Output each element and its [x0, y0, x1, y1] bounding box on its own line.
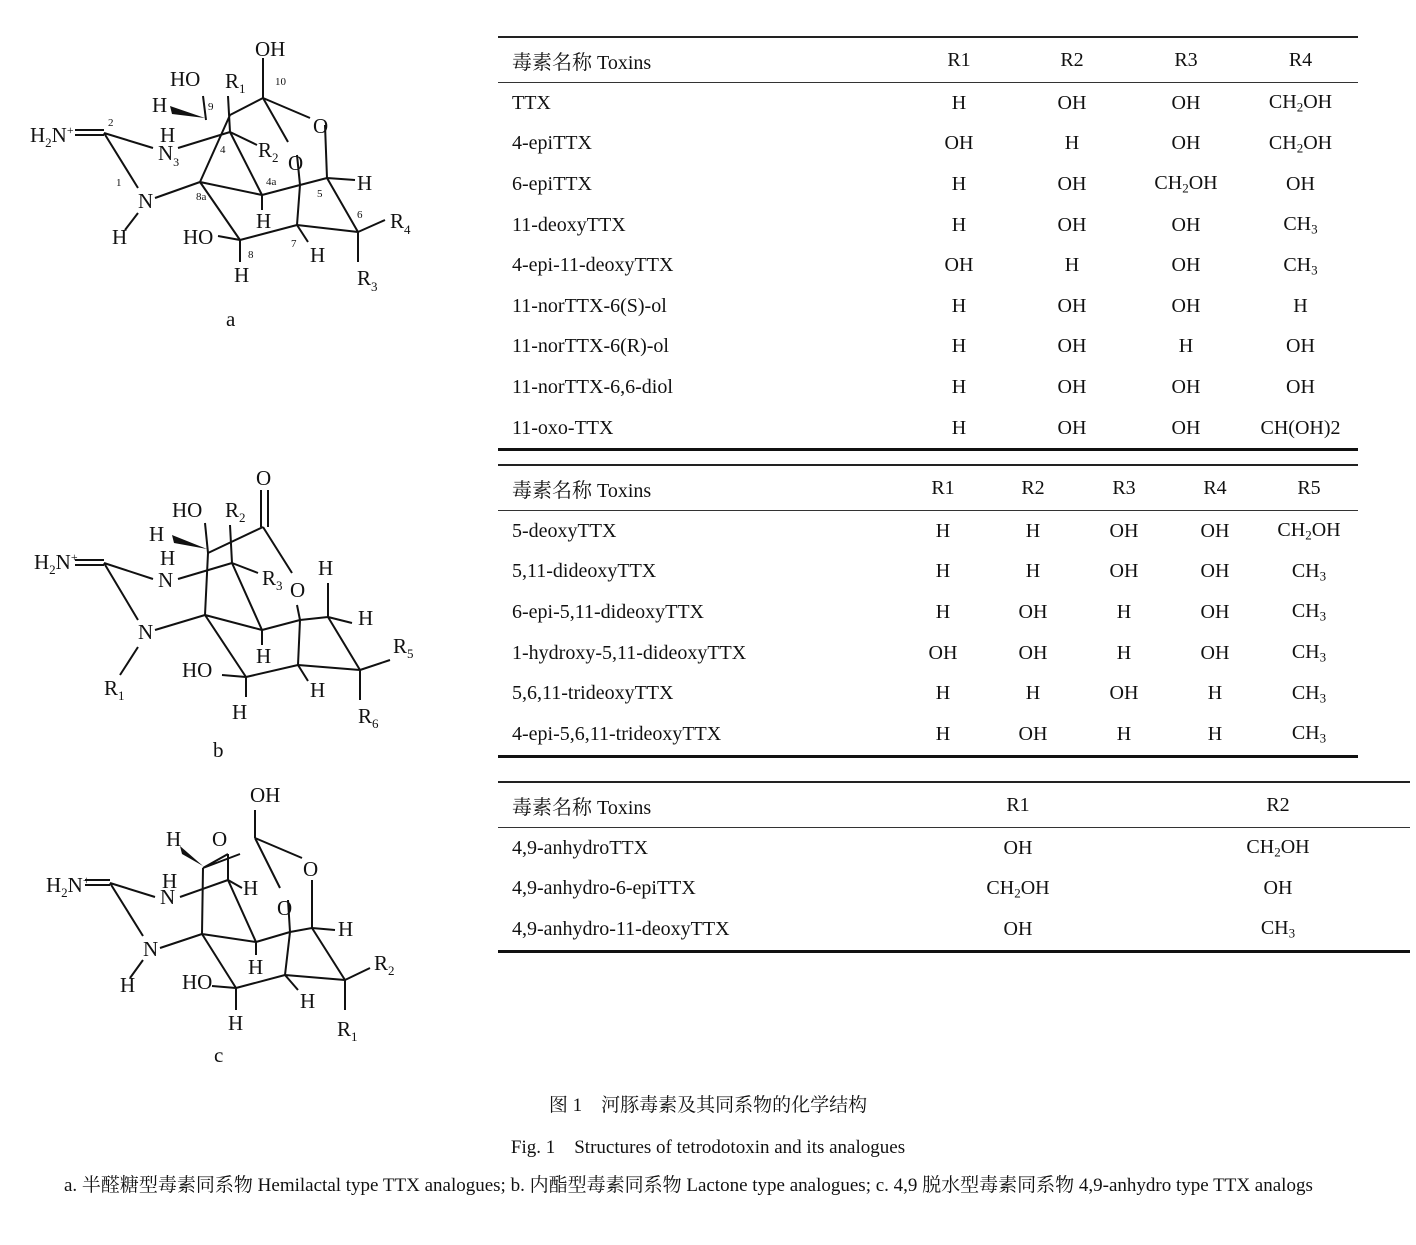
toxin-name: 1-hydroxy-5,11-dideoxyTTX: [512, 641, 747, 664]
substituent-r3: H: [1178, 335, 1194, 358]
svg-text:H: H: [149, 522, 165, 546]
svg-text:O: O: [256, 466, 272, 490]
svg-text:N: N: [160, 885, 176, 909]
table-row: [498, 245, 1358, 286]
substituent-r1: H: [935, 560, 951, 583]
substituent-r2: $CH_2OH$: [1246, 836, 1310, 860]
svg-text:H: H: [112, 225, 128, 249]
substituent-r4: OH: [1286, 375, 1315, 398]
substituent-r4: OH: [1286, 335, 1315, 358]
svg-text:H: H: [120, 973, 136, 997]
table-row: [498, 164, 1358, 205]
substituent-r2: OH: [1057, 172, 1087, 195]
svg-text:R1: $R_1$: [104, 676, 125, 703]
substituent-r5: $CH_3$: [1291, 559, 1327, 584]
substituent-r3: H: [1078, 714, 1170, 756]
svg-text:R2: $R_2$: [374, 951, 395, 978]
toxin-name: TTX: [512, 91, 551, 114]
substituent-r1: H: [951, 294, 967, 317]
svg-text:N: N: [138, 189, 154, 213]
svg-text:1: 1: [116, 177, 122, 189]
svg-text:N: N: [138, 620, 154, 644]
substituent-r1: OH: [890, 909, 1146, 951]
svg-text:R4: $R_4$: [390, 209, 411, 237]
header-r1: R1: [903, 37, 1015, 83]
substituent-r3: OH: [1171, 294, 1201, 317]
substituent-r4: $CH_3$: [1283, 212, 1318, 237]
table-row: [498, 124, 1358, 165]
structure-b-label: b: [213, 738, 224, 762]
svg-text:HO: HO: [172, 498, 203, 522]
svg-text:H2N+: $H_2N^+$: [46, 873, 90, 900]
svg-text:O: O: [277, 896, 293, 920]
svg-text:8: 8: [248, 249, 254, 261]
substituent-r4: OH: [1200, 641, 1230, 664]
table-row: [498, 673, 1358, 714]
substituent-r1: H: [935, 519, 951, 542]
svg-text:R2: $R_2$: [258, 138, 279, 165]
substituent-r3: $CH_2OH$: [1154, 172, 1218, 196]
substituent-r1: H: [935, 682, 951, 705]
substituent-r1: $CH_2OH$: [986, 876, 1050, 901]
toxin-name: 4,9-anhydro-6-epiTTX: [512, 877, 696, 900]
toxin-name: 4,9-anhydro-11-deoxyTTX: [498, 909, 890, 951]
substituent-r1: OH: [944, 254, 974, 277]
header-r4: R4: [1170, 465, 1260, 511]
substituent-r4: OH: [1200, 600, 1230, 623]
header-r2: R2: [1146, 782, 1410, 828]
substituent-r2: $CH_3$: [1146, 909, 1410, 951]
svg-text:R3: $R_3$: [262, 566, 283, 593]
svg-text:H: H: [166, 827, 182, 851]
substituent-r1: H: [935, 600, 951, 623]
substituent-r2: OH: [1057, 213, 1087, 236]
substituent-r5: $CH_2OH$: [1277, 519, 1341, 543]
substituent-r3: OH: [1171, 254, 1201, 277]
svg-text:O: O: [288, 151, 304, 175]
svg-text:H: H: [256, 209, 272, 233]
header-toxins: 毒素名称 Toxins: [498, 465, 898, 511]
header-r1: R1: [898, 465, 988, 511]
substituent-r2: H: [1025, 519, 1041, 542]
svg-text:H: H: [232, 700, 248, 724]
svg-text:H: H: [318, 556, 334, 580]
substituent-r1: H: [903, 408, 1015, 450]
svg-text:OH: OH: [250, 783, 281, 807]
table-row: [498, 633, 1358, 674]
svg-text:O: O: [313, 114, 329, 138]
svg-text:H: H: [338, 917, 354, 941]
header-toxins: 毒素名称 Toxins: [498, 782, 890, 828]
table-row: [498, 83, 1358, 124]
toxin-name: 5,6,11-trideoxyTTX: [512, 682, 674, 705]
figure-caption-en: Fig. 1 Structures of tetrodotoxin and its analogues: [510, 1137, 906, 1158]
svg-text:9: 9: [208, 101, 214, 113]
substituent-r1: H: [951, 213, 967, 236]
substituent-r4: OH: [1200, 519, 1230, 542]
svg-text:R6: $R_6$: [358, 704, 379, 731]
substituent-r1: H: [898, 714, 988, 756]
svg-text:H: H: [300, 989, 316, 1013]
svg-text:N: N: [158, 568, 174, 592]
chemical-structure-b-diagram: [0, 455, 470, 765]
svg-text:HO: HO: [170, 67, 201, 91]
toxin-name: 11-norTTX-6(S)-ol: [512, 294, 667, 317]
figure-caption-zh: 图 1 河豚毒素及其同系物的化学结构: [548, 1095, 868, 1116]
substituent-r1: OH: [944, 132, 974, 155]
toxin-name: 5-deoxyTTX: [512, 519, 617, 542]
toxin-name: 4,9-anhydroTTX: [512, 836, 649, 859]
svg-text:4: 4: [220, 144, 226, 156]
substituent-r1: H: [951, 91, 967, 114]
svg-text:N: N: [143, 937, 159, 961]
substituent-r3: OH: [1171, 375, 1201, 398]
substituent-r2: H: [1064, 132, 1080, 155]
svg-text:H: H: [234, 263, 250, 287]
svg-text:H: H: [160, 546, 176, 570]
header-r2: R2: [988, 465, 1078, 511]
chemical-structure-a-diagram: [0, 30, 470, 340]
svg-text:HO: HO: [182, 658, 213, 682]
svg-text:H: H: [357, 171, 373, 195]
table-header-row: [498, 37, 1358, 83]
table-row: [498, 367, 1358, 408]
table-row: [498, 828, 1410, 869]
substituent-r5: $CH_3$: [1291, 681, 1327, 705]
substituent-r4: OH: [1286, 172, 1315, 195]
table-row: [498, 714, 1358, 756]
svg-text:10: 10: [275, 76, 286, 88]
structure-a-label: a: [226, 307, 236, 331]
svg-text:H: H: [358, 606, 374, 630]
substituent-r2: OH: [1057, 375, 1087, 398]
svg-text:H: H: [243, 876, 259, 900]
table-row: [498, 869, 1410, 910]
substituent-r3: OH: [1171, 132, 1201, 155]
header-r4: R4: [1243, 37, 1358, 83]
substituent-r2: OH: [988, 714, 1078, 756]
header-toxins: 毒素名称 Toxins: [498, 37, 903, 83]
toxin-name: 5,11-dideoxyTTX: [512, 560, 657, 583]
header-r3: R3: [1129, 37, 1243, 83]
substituent-r4: CH(OH)2: [1243, 408, 1358, 450]
svg-text:5: 5: [317, 188, 323, 200]
substituent-r1: OH: [1003, 836, 1033, 859]
substituent-r4: H: [1170, 714, 1260, 756]
table-row: [498, 286, 1358, 327]
substituent-r1: OH: [928, 641, 958, 664]
svg-text:OH: OH: [255, 37, 286, 61]
svg-text:HO: HO: [182, 970, 213, 994]
toxin-name: 11-norTTX-6,6-diol: [512, 375, 673, 398]
table-row: [498, 205, 1358, 246]
svg-text:2: 2: [108, 117, 114, 129]
structure-a: [0, 30, 470, 340]
svg-text:N3: $N_3$: [158, 141, 180, 169]
substituent-r2: H: [1025, 560, 1041, 583]
substituent-r5: $CH_3$: [1291, 640, 1327, 665]
header-r5: R5: [1260, 465, 1358, 511]
svg-text:H: H: [310, 678, 326, 702]
table-anhydro-analogues: [498, 781, 1410, 953]
svg-text:H: H: [228, 1011, 244, 1035]
substituent-r3: H: [1116, 600, 1132, 623]
header-r3: R3: [1078, 465, 1170, 511]
substituent-r3: OH: [1109, 519, 1139, 542]
substituent-r3: H: [1116, 641, 1132, 664]
svg-text:O: O: [290, 578, 306, 602]
substituent-r2: H: [1025, 682, 1041, 705]
toxin-name: 4-epi-5,6,11-trideoxyTTX: [498, 714, 898, 756]
table-row: [498, 592, 1358, 633]
toxin-name: 6-epi-5,11-dideoxyTTX: [512, 600, 704, 623]
table-row: [498, 327, 1358, 368]
toxin-name: 4-epiTTX: [512, 132, 592, 155]
svg-text:H: H: [160, 123, 176, 147]
svg-text:4a: 4a: [266, 176, 277, 188]
substituent-r1: H: [951, 375, 967, 398]
header-r2: R2: [1015, 37, 1129, 83]
substituent-r2: OH: [1057, 294, 1087, 317]
svg-text:H2N+: $H_2N^+$: [30, 123, 74, 150]
toxin-name: 11-norTTX-6(R)-ol: [512, 335, 669, 358]
svg-text:R3: $R_3$: [357, 266, 378, 294]
substituent-r3: OH: [1171, 91, 1201, 114]
svg-text:8a: 8a: [196, 191, 207, 203]
table-row: [498, 408, 1358, 450]
toxin-name: 11-oxo-TTX: [498, 408, 903, 450]
svg-text:HO: HO: [183, 225, 214, 249]
svg-text:R2: $R_2$: [225, 498, 246, 525]
substituent-r3: OH: [1109, 560, 1139, 583]
substituent-r2: OH: [1018, 641, 1048, 664]
svg-text:H: H: [152, 93, 168, 117]
substituent-r4: $CH_2OH$: [1268, 91, 1333, 115]
svg-text:O: O: [212, 827, 228, 851]
svg-text:H: H: [256, 644, 272, 668]
toxin-name: 11-deoxyTTX: [512, 213, 626, 236]
substituent-r2: OH: [1015, 408, 1129, 450]
svg-text:R1: $R_1$: [337, 1017, 358, 1044]
table-row: [498, 511, 1358, 552]
substituent-r3: OH: [1171, 213, 1201, 236]
svg-text:H2N+: $H_2N^+$: [34, 550, 78, 577]
substituent-r3: OH: [1129, 408, 1243, 450]
table-hemilactal-analogues: [498, 36, 1358, 451]
table-row: [498, 552, 1358, 593]
substituent-r2: OH: [1057, 335, 1087, 358]
svg-text:H: H: [310, 243, 326, 267]
substituent-r4: $CH_3$: [1283, 253, 1318, 277]
substituent-r4: OH: [1200, 560, 1230, 583]
substituent-r2: H: [1064, 254, 1080, 277]
substituent-r3: OH: [1109, 682, 1139, 705]
table-header-row: [498, 782, 1410, 828]
substituent-r2: OH: [1057, 91, 1087, 114]
substituent-r5: $CH_3$: [1291, 600, 1327, 624]
svg-text:R5: $R_5$: [393, 634, 414, 661]
table-header-row: [498, 465, 1358, 511]
svg-text:H: H: [162, 869, 178, 893]
substituent-r2: OH: [1018, 600, 1048, 623]
svg-text:R1: $R_1$: [225, 69, 246, 96]
svg-text:6: 6: [357, 209, 363, 221]
toxin-name: 6-epiTTX: [512, 172, 592, 195]
substituent-r4: $CH_2OH$: [1268, 131, 1333, 156]
substituent-r4: H: [1207, 682, 1223, 705]
structure-c: [0, 770, 470, 1070]
substituent-r5: $CH_3$: [1260, 714, 1358, 756]
substituent-r1: H: [951, 335, 967, 358]
substituent-r4: H: [1293, 294, 1308, 317]
structure-c-label: c: [214, 1043, 224, 1067]
toxin-name: 4-epi-11-deoxyTTX: [512, 254, 674, 277]
figure-note: a. 半醛糖型毒素同系物 Hemilactal type TTX analogues; b. 内酯型毒素同系物 Lactone type analogues; c. 4,9 脱水型毒素同系物 4,9-anhydro type TTX analogs: [64, 1175, 1313, 1196]
header-r1: R1: [890, 782, 1146, 828]
table-lactone-analogues: [498, 464, 1358, 758]
table-row: [498, 909, 1410, 951]
svg-text:O: O: [303, 857, 319, 881]
chemical-structure-c-diagram: [0, 770, 470, 1070]
substituent-r1: H: [951, 172, 967, 195]
svg-text:7: 7: [291, 238, 297, 250]
substituent-r2: OH: [1263, 877, 1293, 900]
structure-b: [0, 455, 470, 765]
svg-text:H: H: [248, 955, 264, 979]
